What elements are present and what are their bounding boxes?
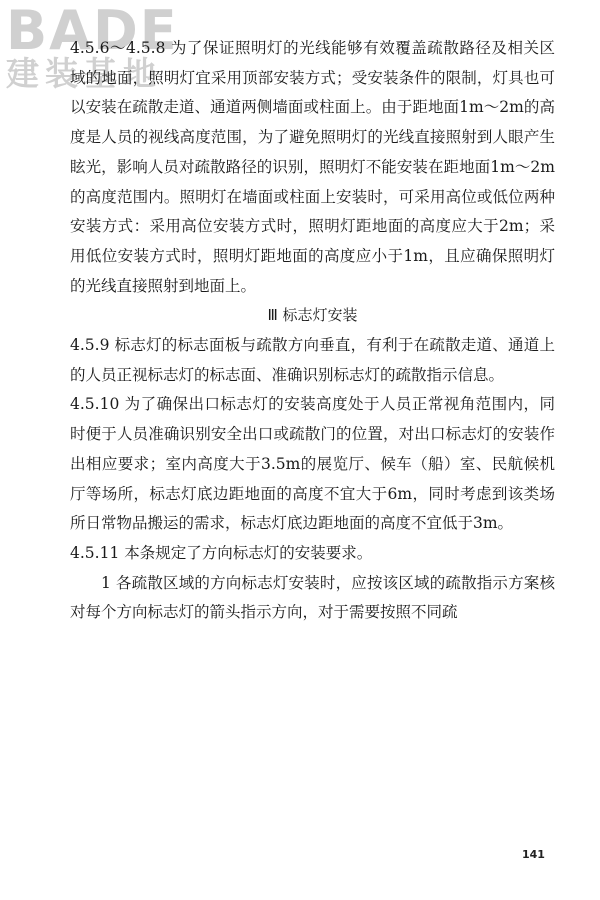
paragraph-4-5-9: 4.5.9 标志灯的标志面板与疏散方向垂直，有利于在疏散走道、通道上的人员正视标志灯的标志面、准确识别标志灯的疏散指示信息。: [70, 336, 555, 384]
section-heading: Ⅲ 标志灯安装: [267, 306, 358, 325]
watermark-brand-cn: 建装基地: [6, 54, 162, 93]
watermark-brand: BADE: [6, 0, 179, 62]
document-body: [70, 34, 555, 628]
paragraph-item-1: 1 各疏散区域的方向标志灯安装时，应按该区域的疏散指示方案核对每个方向标志灯的箭头指示方向，对于需要按照不同疏: [70, 573, 555, 622]
paragraph-4-5-10: 4.5.10 为了确保出口标志灯的安装高度处于人员正常视角范围内，同时便于人员准确识别安全出口或疏散门的位置，对出口标志灯的安装作出相应要求；室内高度大于3.5m的展览厅、候车（船）室、民航候机厅等场所，标志灯底边距地面的高度不宜大于6m，同时考虑到该类场所日常物品搬运的需求，标志灯底边距地面的高度不宜低于3m。: [70, 395, 555, 533]
paragraph-4-5-11: 4.5.11 本条规定了方向标志灯的安装要求。: [70, 543, 373, 562]
page-number: 141: [522, 848, 545, 861]
paragraph-4-5-6: 4.5.6～4.5.8 为了保证照明灯的光线能够有效覆盖疏散路径及相关区域的地面，照明灯宜采用顶部安装方式；受安装条件的限制，灯具也可以安装在疏散走道、通道两侧墙面或柱面上。由于距地面1m～2m的高度是人员的视线高度范围，为了避免照明灯的光线直接照射到人眼产生眩光，影响人员对疏散路径的识别，照明灯不能安装在距地面1m～2m的高度范围内。照明灯在墙面或柱面上安装时，可采用高位或低位两种安装方式：采用高位安装方式时，照明灯距地面的高度应大于2m；采用低位安装方式时，照明灯距地面的高度应小于1m，且应确保照明灯的光线直接照射到地面上。: [70, 39, 555, 295]
